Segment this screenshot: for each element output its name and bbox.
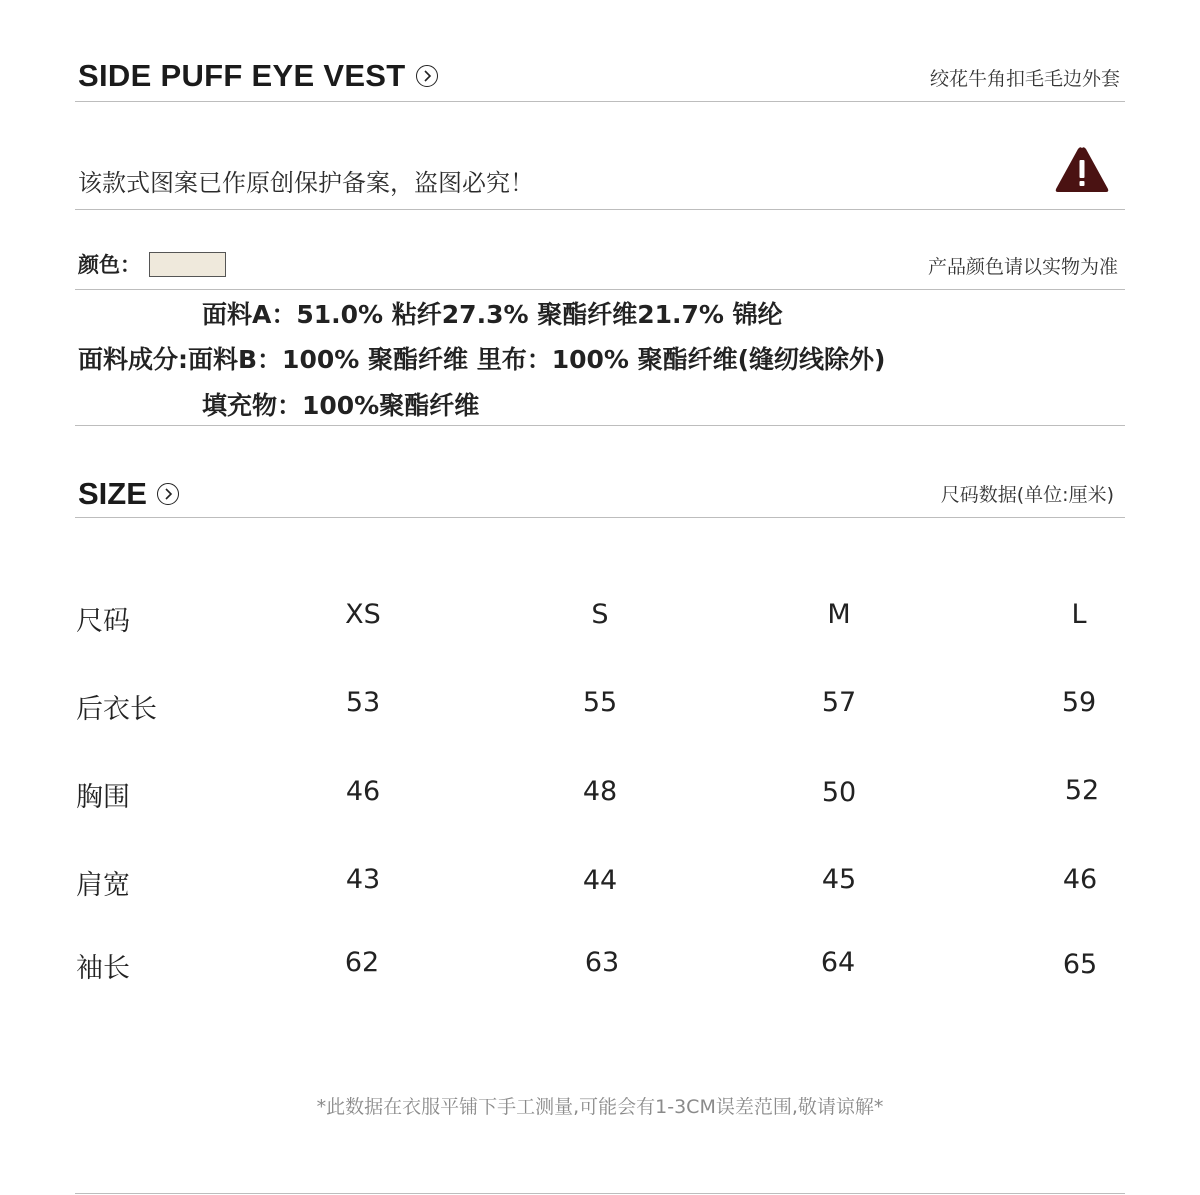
table-cell: 46 bbox=[345, 776, 381, 807]
warning-triangle-icon bbox=[1054, 145, 1110, 195]
chevron-right-circle-icon[interactable] bbox=[416, 65, 438, 87]
divider bbox=[75, 517, 1125, 518]
divider bbox=[75, 209, 1125, 210]
divider bbox=[75, 425, 1125, 426]
divider bbox=[75, 101, 1125, 102]
size-section-title bbox=[78, 476, 179, 512]
size-header-cell: XS bbox=[345, 599, 381, 630]
table-cell: 53 bbox=[345, 687, 381, 718]
color-row bbox=[78, 249, 226, 279]
material-line-2: 面料B：100% 聚酯纤维 里布：100% 聚酯纤维(缝纫线除外) bbox=[188, 345, 886, 374]
material-line-3: 填充物：100%聚酯纤维 bbox=[202, 391, 480, 420]
table-cell: 55 bbox=[582, 687, 618, 718]
table-cell: 45 bbox=[821, 864, 857, 895]
copyright-notice: 该款式图案已作原创保护备案，盗图必究！ bbox=[78, 169, 534, 197]
table-cell: 52 bbox=[1064, 775, 1100, 806]
size-header-cell: L bbox=[1071, 599, 1087, 630]
chevron-right-circle-icon[interactable] bbox=[157, 483, 179, 505]
table-cell: 44 bbox=[582, 865, 618, 896]
size-header-cell: M bbox=[827, 599, 851, 630]
table-cell: 46 bbox=[1062, 864, 1098, 895]
divider bbox=[75, 289, 1125, 290]
row-label: 袖长 bbox=[76, 953, 130, 984]
row-label: 肩宽 bbox=[76, 870, 130, 901]
size-header-cell: S bbox=[591, 599, 609, 630]
size-unit-note: 尺码数据(单位:厘米) bbox=[940, 484, 1114, 506]
row-label: 后衣长 bbox=[76, 694, 157, 725]
table-cell: 65 bbox=[1062, 949, 1098, 980]
material-row-2 bbox=[78, 340, 886, 376]
table-cell: 48 bbox=[582, 776, 618, 807]
table-cell: 50 bbox=[821, 777, 857, 808]
table-cell: 64 bbox=[820, 947, 856, 978]
divider bbox=[75, 1193, 1125, 1194]
size-header-label: 尺码 bbox=[76, 606, 130, 637]
color-swatch bbox=[149, 252, 226, 277]
color-label: 颜色： bbox=[78, 253, 141, 277]
measurement-footnote: *此数据在衣服平铺下手工测量,可能会有1-3CM误差范围,敬请谅解* bbox=[316, 1096, 884, 1118]
table-cell: 62 bbox=[344, 947, 380, 978]
material-line-1: 面料A：51.0% 粘纤27.3% 聚酯纤维21.7% 锦纶 bbox=[202, 300, 783, 329]
size-title-text: SIZE bbox=[78, 476, 147, 511]
table-cell: 57 bbox=[821, 687, 857, 718]
table-cell: 59 bbox=[1061, 687, 1097, 718]
color-note: 产品颜色请以实物为准 bbox=[927, 256, 1118, 278]
material-label: 面料成分: bbox=[78, 345, 188, 374]
table-cell: 43 bbox=[345, 864, 381, 895]
table-cell: 63 bbox=[584, 947, 620, 978]
product-title-text: SIDE PUFF EYE VEST bbox=[78, 58, 406, 93]
row-label: 胸围 bbox=[76, 782, 130, 813]
product-title bbox=[78, 58, 438, 94]
product-subtitle-cn: 绞花牛角扣毛毛边外套 bbox=[929, 68, 1120, 90]
